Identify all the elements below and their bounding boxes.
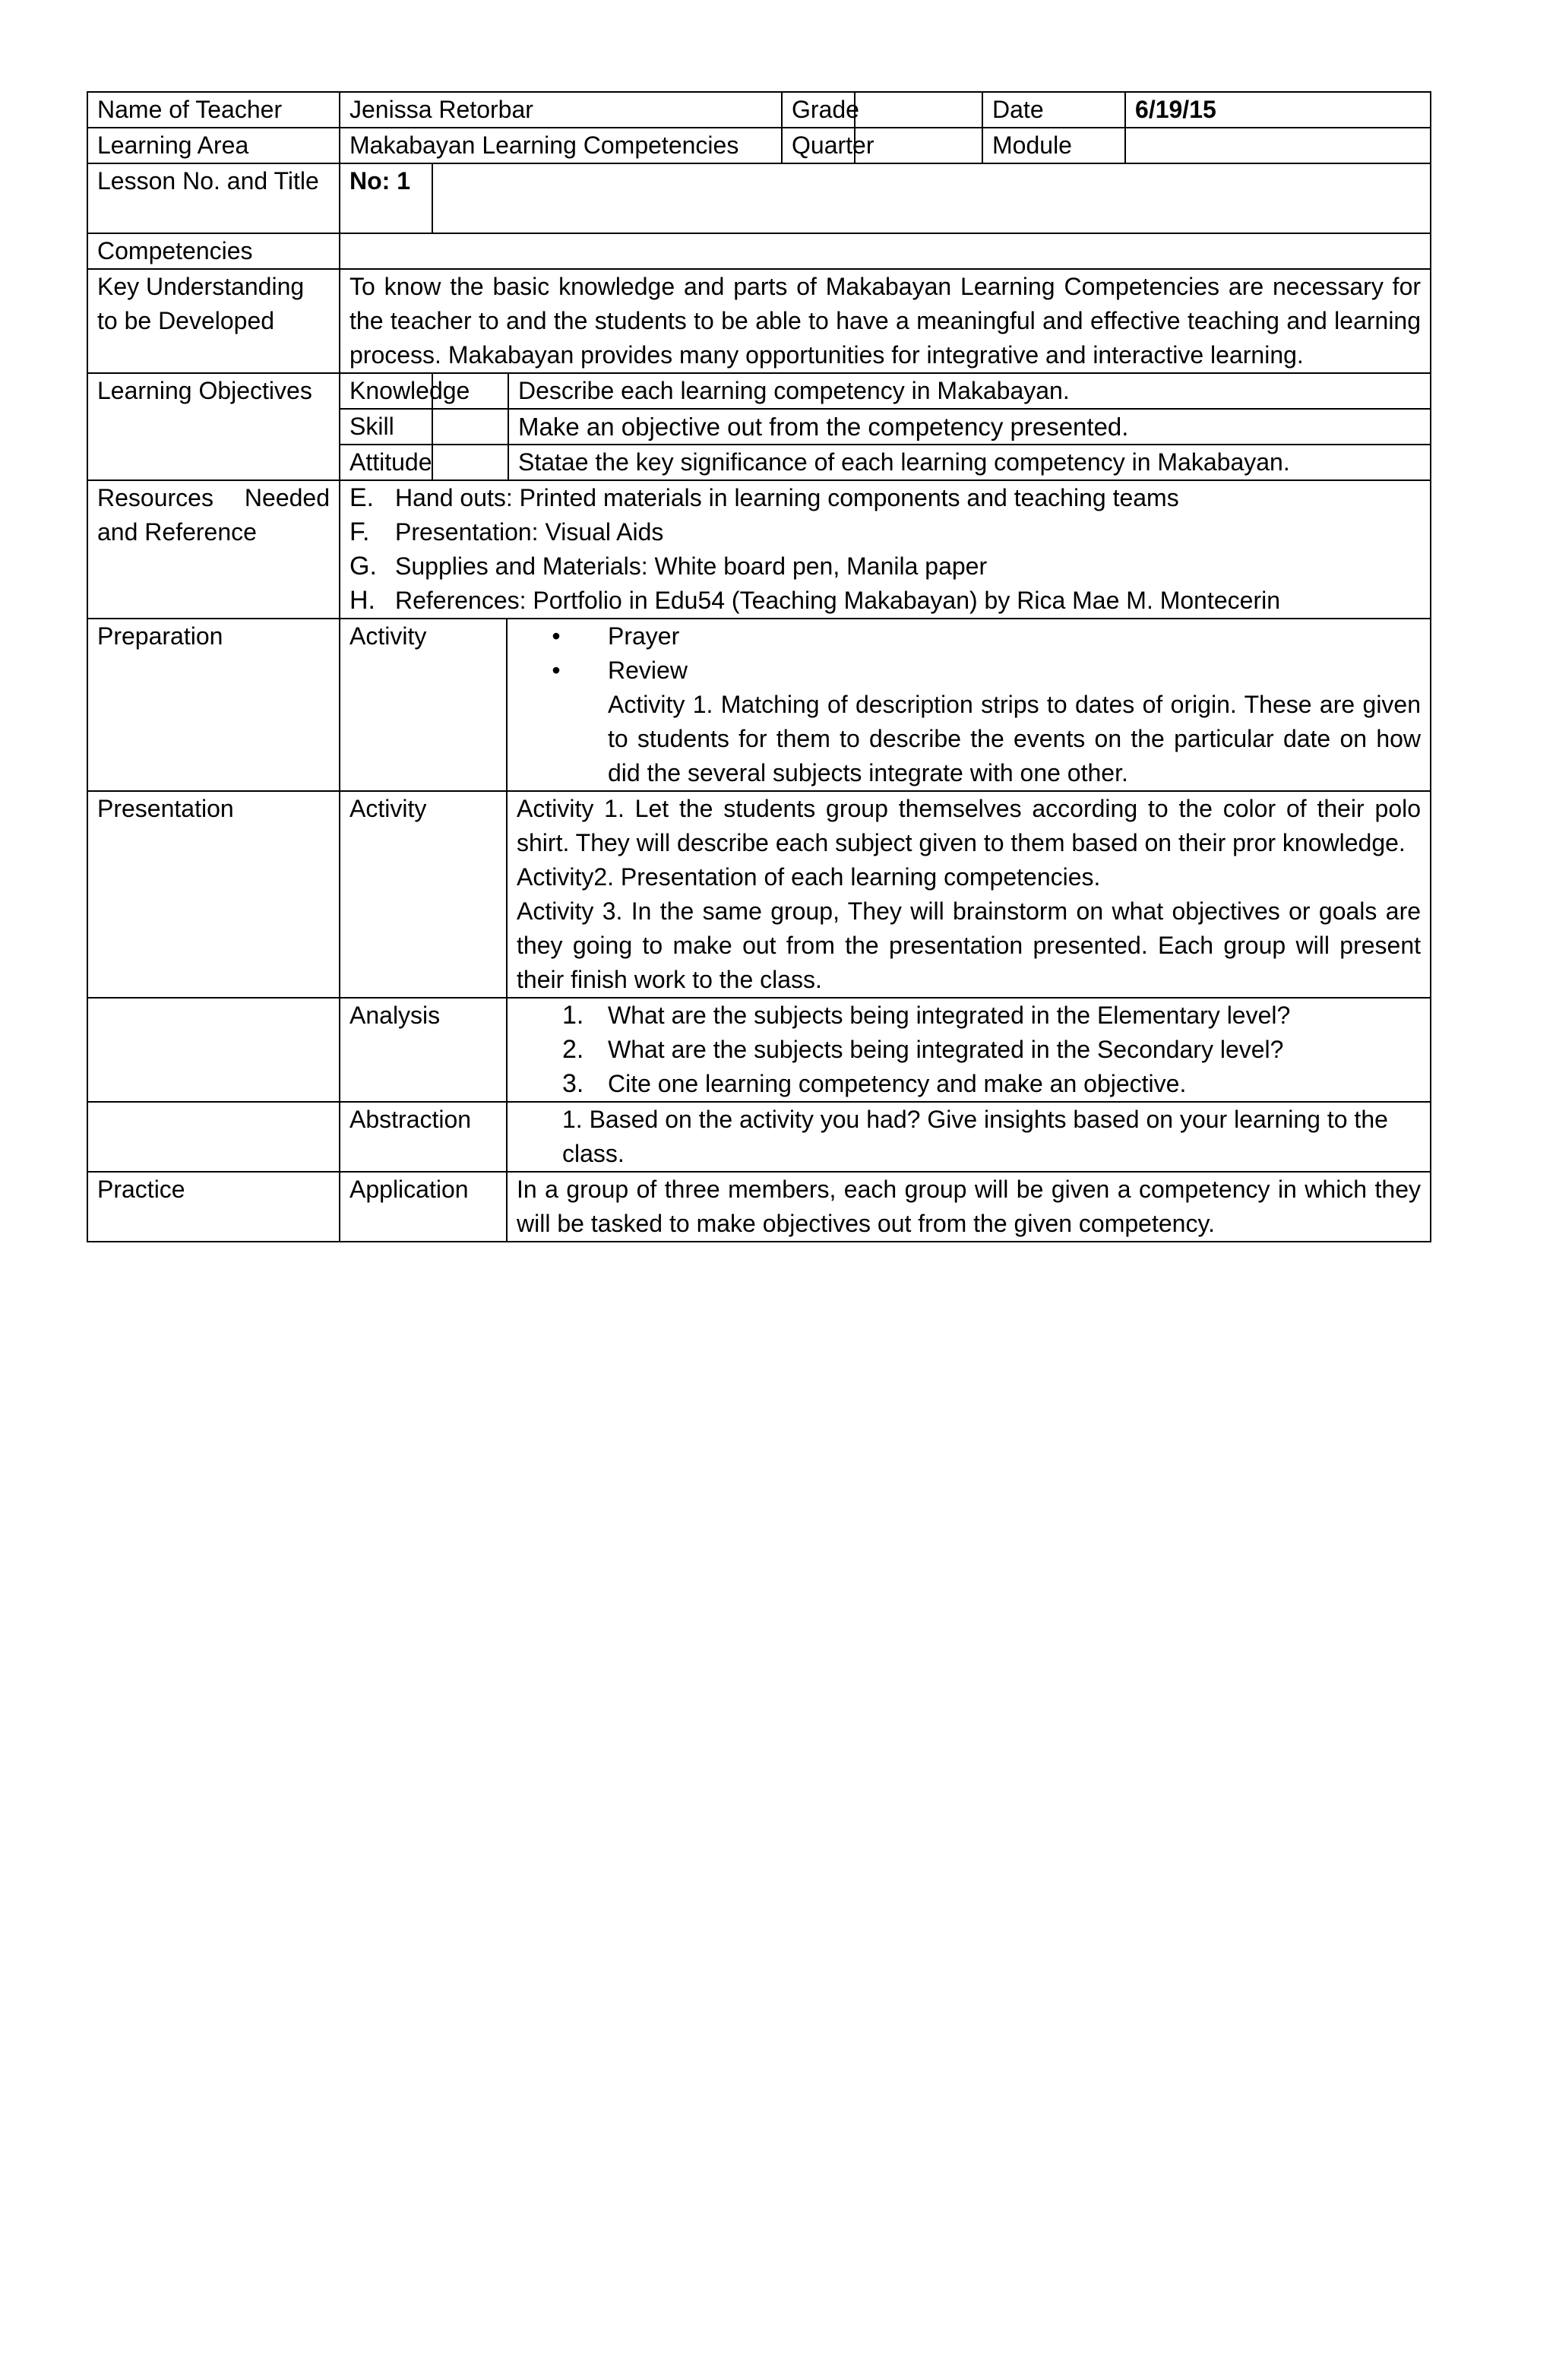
practice-label: Practice (87, 1172, 340, 1242)
analysis-label (87, 998, 340, 1102)
abstraction-label (87, 1102, 340, 1172)
module-label: Module (983, 128, 1126, 163)
grade-value (855, 92, 982, 128)
key-understanding-text: To know the basic knowledge and parts of Makabayan Learning Competencies are necessary for the teacher to and the students to be able to have a meaningful and effective teaching and learning process. Makabayan provides many opportunities for integrative and interactive learning. (340, 269, 1431, 373)
key-understanding-label: Key Understanding to be Developed (87, 269, 340, 373)
lesson-value: No: 1 (340, 163, 432, 233)
attitude-text: Statae the key significance of each learning competency in Makabayan. (432, 445, 1431, 480)
resources-label: Resources Needed and Reference (87, 480, 340, 619)
module-cell (982, 128, 1431, 163)
teacher-label: Name of Teacher (87, 92, 340, 128)
knowledge-text: Describe each learning competency in Makabayan. (432, 373, 1431, 409)
skill-label: Skill (340, 409, 432, 445)
row-resources (87, 480, 1431, 619)
attitude-label: Attitude (340, 445, 432, 480)
abstraction-text: 1. Based on the activity you had? Give insights based on your learning to the class. (562, 1106, 1388, 1167)
row-analysis (87, 998, 1431, 1102)
preparation-label: Preparation (87, 619, 340, 791)
row-objective-knowledge (87, 373, 1431, 409)
date-cell (982, 92, 1431, 128)
presentation-label: Presentation (87, 791, 340, 998)
review-text: Activity 1. Matching of description strips to dates of origin. These are given to students for them to describe the events on the particular date on how did the several subjects integrate with one other. (608, 691, 1422, 786)
competencies-value (340, 233, 1431, 269)
lesson-label: Lesson No. and Title (87, 163, 340, 233)
resource-item: H. References: Portfolio in Edu54 (Teaching Makabayan) by Rica Mae M. Montecerin (349, 586, 1281, 615)
grade-label: Grade (782, 92, 855, 128)
analysis-item: 3. Cite one learning competency and make an objective. (562, 1069, 1187, 1098)
resources-list (340, 480, 1431, 619)
area-value: Makabayan Learning Competencies (340, 128, 782, 163)
row-competencies (87, 233, 1431, 269)
bullet-icon: • (552, 657, 561, 684)
analysis-content (507, 998, 1431, 1102)
knowledge-label: Knowledge (340, 373, 432, 409)
preparation-content (507, 619, 1431, 791)
resource-item: F. Presentation: Visual Aids (349, 517, 664, 546)
abstraction-content (507, 1102, 1431, 1172)
analysis-sub-label: Analysis (340, 998, 507, 1102)
module-value (1126, 128, 1144, 163)
analysis-item: 1. What are the subjects being integrated in the Elementary level? (562, 1001, 1291, 1030)
presentation-content (507, 791, 1431, 998)
bullet-item: • Prayer (608, 619, 1421, 654)
practice-sub-label: Application (340, 1172, 507, 1242)
row-abstraction (87, 1102, 1431, 1172)
teacher-value: Jenissa Retorbar (340, 92, 782, 128)
row-teacher (87, 92, 1431, 128)
objectives-label: Learning Objectives (87, 373, 340, 480)
row-presentation (87, 791, 1431, 998)
row-preparation (87, 619, 1431, 791)
skill-text: Make an objective out from the competency presented. (432, 409, 1431, 445)
date-label: Date (983, 93, 1126, 127)
presentation-line: Activity 3. In the same group, They will brainstorm on what objectives or goals are they going to make out from the presentation presented. Each group will present their finish work to the class. (517, 897, 1422, 993)
bullet-icon: • (552, 622, 561, 650)
lesson-plan-page (87, 91, 1430, 1242)
bullet-item: • Review (608, 654, 1421, 688)
row-area (87, 128, 1431, 163)
preparation-sub-label: Activity (340, 619, 507, 791)
area-label: Learning Area (87, 128, 340, 163)
lesson-title (432, 163, 1431, 233)
practice-text: In a group of three members, each group will be given a competency in which they will be tasked to make objectives out from the given competency. (507, 1172, 1431, 1242)
abstraction-sub-label: Abstraction (340, 1102, 507, 1172)
lesson-plan-table (87, 91, 1431, 1242)
row-practice (87, 1172, 1431, 1242)
row-key-understanding (87, 269, 1431, 373)
quarter-label: Quarter (782, 128, 855, 163)
row-lesson (87, 163, 1431, 233)
resource-item: G. Supplies and Materials: White board pen, Manila paper (349, 552, 988, 581)
presentation-sub-label: Activity (340, 791, 507, 998)
date-value: 6/19/15 (1135, 96, 1216, 123)
analysis-item: 2. What are the subjects being integrated in the Secondary level? (562, 1035, 1284, 1064)
presentation-line: Activity 1. Let the students group themselves according to the color of their polo shirt. They will describe each subject given to them based on their pror knowledge. (517, 795, 1422, 856)
resource-item: E. Hand outs: Printed materials in learning components and teaching teams (349, 483, 1179, 512)
presentation-line: Activity2. Presentation of each learning competencies. (517, 863, 1101, 891)
competencies-label: Competencies (87, 233, 340, 269)
